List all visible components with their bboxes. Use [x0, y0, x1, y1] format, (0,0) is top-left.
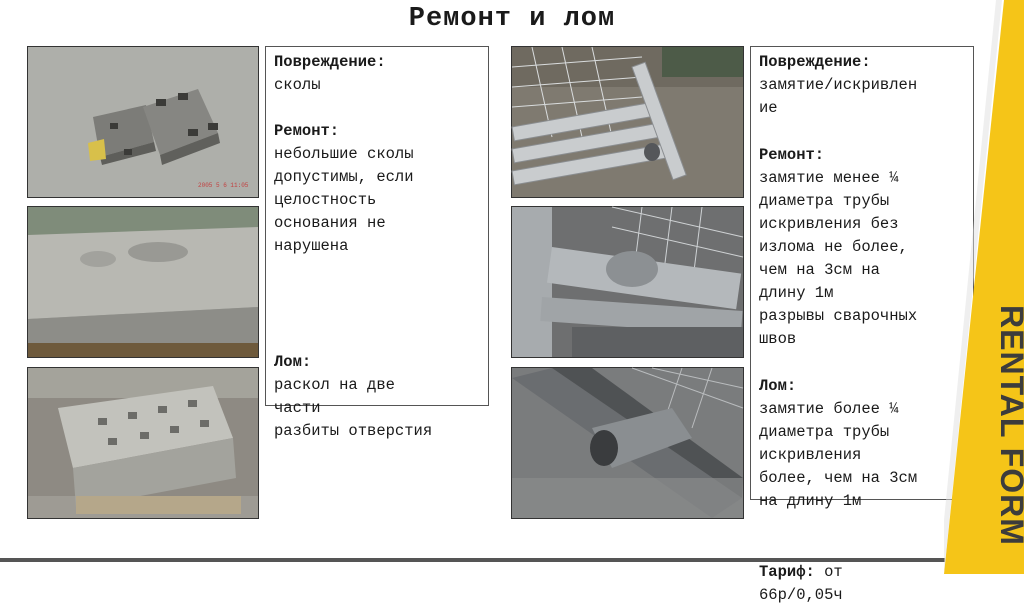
left-damage-label: Повреждение:	[274, 53, 386, 71]
photo-block-stack	[27, 367, 259, 519]
left-repair-value: небольшие сколы допустимы, если целостность основания не нарушена	[274, 145, 414, 255]
photo-chipped-blocks	[27, 46, 259, 198]
photo-block-closeup	[27, 206, 259, 358]
bottom-rule	[0, 558, 945, 562]
right-scrap-value: замятие более ¼ диаметра трубы искривления более, чем на 3см на длину 1м	[759, 400, 918, 510]
left-scrap-label: Лом:	[274, 353, 312, 371]
right-scrap-label: Лом:	[759, 377, 797, 395]
left-damage-value: сколы	[274, 76, 321, 94]
right-damage-label: Повреждение:	[759, 53, 871, 71]
left-repair-label: Ремонт:	[274, 122, 340, 140]
right-repair-value: замятие менее ¼ диаметра трубы искривления без излома не более, чем на 3см на длину 1м разрывы сварочных швов	[759, 169, 918, 348]
photo-dented-pipe	[511, 206, 744, 358]
right-repair-label: Ремонт:	[759, 146, 825, 164]
tariff-label: Тариф:	[759, 563, 815, 581]
right-damage-value: замятие/искривлен ие	[759, 76, 918, 117]
photo-crushed-pipe	[511, 367, 744, 519]
page-title: Ремонт и лом	[408, 4, 616, 34]
left-scrap-value: раскол на две части разбиты отверстия	[274, 376, 433, 440]
photo-date-stamp: 2005 5 6 11:05	[198, 182, 249, 189]
photo-fence-stack	[511, 46, 744, 198]
right-tariff	[759, 538, 843, 607]
tariff-value: от 66р/0,05ч	[759, 563, 843, 604]
brand-logo: RENTAL FORM	[994, 305, 1030, 546]
